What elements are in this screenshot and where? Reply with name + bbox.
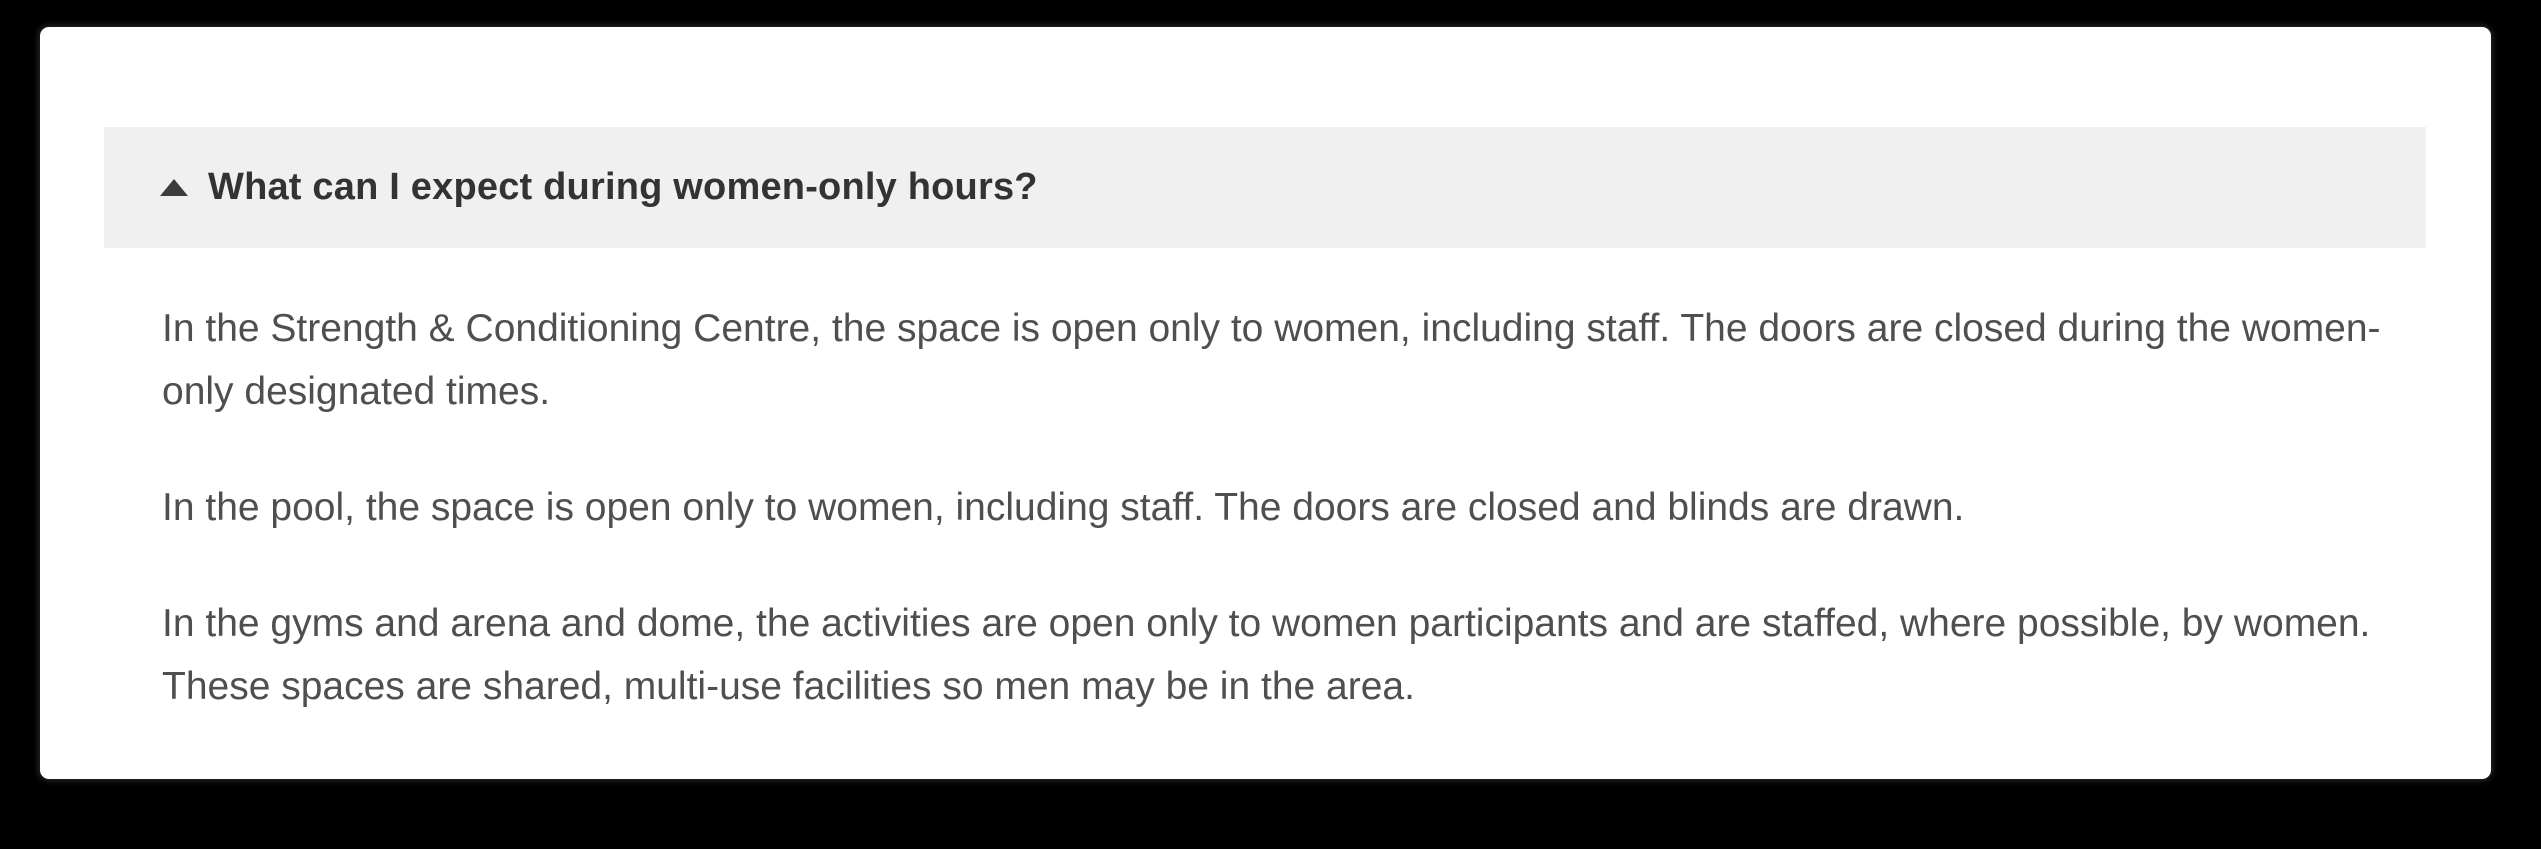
- faq-answer: [162, 297, 2447, 718]
- faq-answer-paragraph-1: In the Strength & Conditioning Centre, the space is open only to women, including staff. The doors are closed during the women-only designated times.: [162, 307, 2381, 413]
- faq-question: What can I expect during women-only hours?: [208, 166, 1038, 208]
- faq-answer-paragraph-3: In the gyms and arena and dome, the activities are open only to women participants and are staffed, where possible, by women. These spaces are shared, multi-use facilities so men may be in the area.: [162, 602, 2371, 708]
- faq-accordion-header[interactable]: [104, 127, 2426, 248]
- faq-answer-paragraph-2: In the pool, the space is open only to women, including staff. The doors are closed and blinds are drawn.: [162, 486, 1965, 529]
- faq-card: [40, 27, 2491, 779]
- collapse-arrow-icon: [160, 179, 188, 196]
